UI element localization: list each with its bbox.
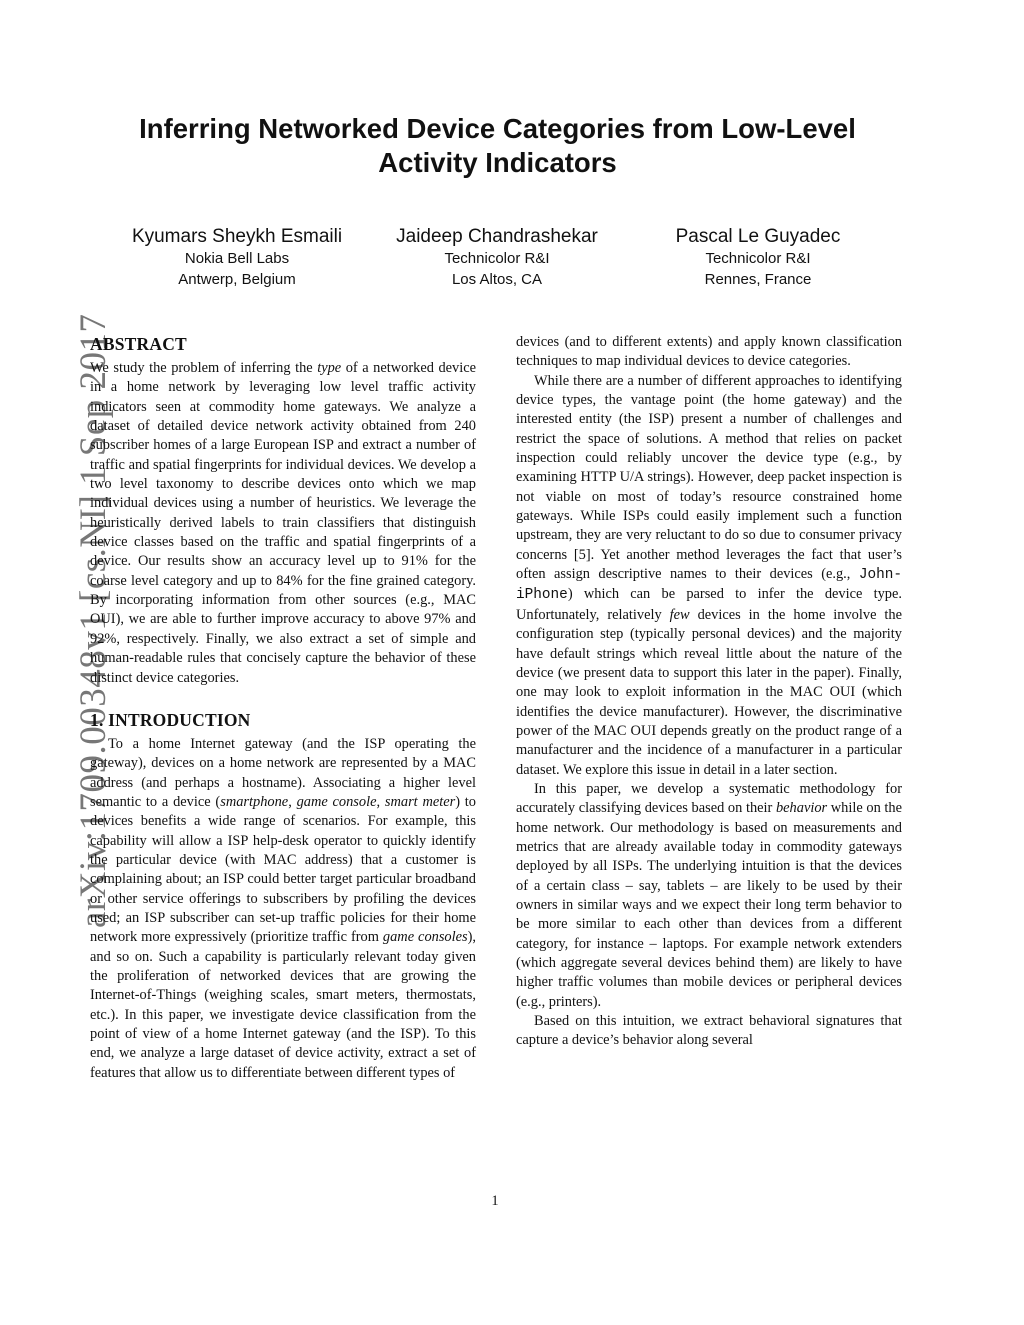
inline-code: John-iPhone <box>516 567 902 604</box>
intro-paragraph: While there are a number of different approaches to identifying device types, the vantage point (the home gateway) and the interested entity (the ISP) present a number of challenges and restrict the space of solutions. A method that relies on packet inspection could reliably uncover the device type (e.g., by examining HTTP U/A strings). However, deep packet inspection is not viable on most of today’s resource constrained home gateways. While ISPs could easily implement such a function upstream, they are very reluctant to do so due to consumer privacy concerns [5]. Yet another method leverages the fact that user’s often assign descriptive names to their devices (e.g., John-iPhone) which can be parsed to infer the device type. Unfortunately, relatively few devices in the home involve the configuration step (typically personal devices) and the majority have default strings which reveal little about the nature of the device (we present data to support this later in the paper). Finally, one may look to exploit information in the MAC OUI (which identifies the device manufacturer). However, the discriminative power of the MAC OUI depends greatly on the product range of a manufacturer and the incidence of a manufacturer in a particular dataset. We explore this issue in detail in a later section. <box>516 372 902 778</box>
author-block <box>107 225 367 290</box>
author-location: Antwerp, Belgium <box>178 270 296 288</box>
author-name: Pascal Le Guyadec <box>675 226 841 247</box>
intro-paragraph: To a home Internet gateway (and the ISP operating the gateway), devices on a home network are represented by a MAC address (and perhaps a hostname). Associating a higher level semantic to a device (smartphone, game console, smart meter) to devices benefits a wide range of scenarios. For example, this capability will allow a ISP help-desk operator to quickly identify the particular device (with MAC address) that a customer is complaining about; an ISP could better target particular broadband or other service offerings to subscribers by profiling the devices used; an ISP subscriber can set-up traffic policies for their home network more expressively (prioritize traffic from game consoles), and so on. Such a capability is particularly relevant today given the proliferation of networked devices that are growing the Internet-of-Things (weighing scales, smart meters, thermostats, etc.). In this paper, we investigate device classification from the point of view of a home Internet gateway (and the ISP). To this end, we analyze a large dataset of device activity, extract a set of features that allow us to differentiate between different types of <box>90 735 477 1081</box>
author-location: Los Altos, CA <box>451 270 543 288</box>
author-location: Rennes, France <box>704 270 812 288</box>
intro-paragraph: In this paper, we develop a systematic methodology for accurately classifying devices based on their behavior while on the home network. Our methodology is based on measurements and metrics that are already available today in commodity gateways deployed by all ISPs. The underlying intuition is that the devices of a certain class – say, tablets – are likely to be used by their owners in similar ways and we expect their long term behavior to be more similar to each other than devices from a different category, for instance – laptops. For example network extenders (which aggregate several devices behind them) are likely to have higher traffic volumes than mobile devices or peripheral devices (e.g., printers). <box>516 780 902 1010</box>
left-column <box>90 333 476 1083</box>
author-block <box>628 225 888 290</box>
author-name: Jaideep Chandrashekar <box>396 226 598 247</box>
author-affiliation: Technicolor R&I <box>705 250 811 267</box>
abstract-paragraph: We study the problem of inferring the type of a networked device in a home network by leveraging low level traffic activity indicators seen at commodity home gateways. We analyze a dataset of detailed device network activity obtained from 240 subscriber homes of a large European ISP and extract a number of traffic and spatial fingerprints for individual devices. We develop a two level taxonomy to describe devices onto which we map individual devices using a number of heuristics. We leverage the heuristically derived labels to train classifiers that distinguish device classes based on the traffic and spatial fingerprints of a device. Our results show an accuracy level up to 91% for the coarse level category and up to 84% for the fine grained category. By incorporating information from other sources (e.g., MAC OUI), we are able to further improve accuracy to above 97% and 92%, respectively. Finally, we also extract a set of simple and human-readable rules that concisely capture the behavior of these distinct device categories. <box>90 360 476 686</box>
intro-paragraph-continued: devices (and to different extents) and apply known classification techniques to map individual devices to device categories. <box>516 334 902 370</box>
paper-title: Inferring Networked Device Categories from Low-Level Activity Indicators <box>139 113 856 178</box>
introduction-heading: 1. INTRODUCTION <box>90 709 251 730</box>
author-name: Kyumars Sheykh Esmaili <box>131 226 343 247</box>
author-affiliation: Nokia Bell Labs <box>184 250 290 267</box>
page-number: 1 <box>491 1193 499 1209</box>
arxiv-identifier: arXiv:1709.00348v1 [cs.NI] 1 Sep 2017 <box>73 313 114 928</box>
author-affiliation: Technicolor R&I <box>444 250 550 267</box>
intro-paragraph: Based on this intuition, we extract behavioral signatures that capture a device’s behavior along several <box>516 1013 902 1049</box>
abstract-heading: ABSTRACT <box>90 334 187 354</box>
author-block <box>367 225 627 290</box>
right-column <box>516 333 902 1051</box>
